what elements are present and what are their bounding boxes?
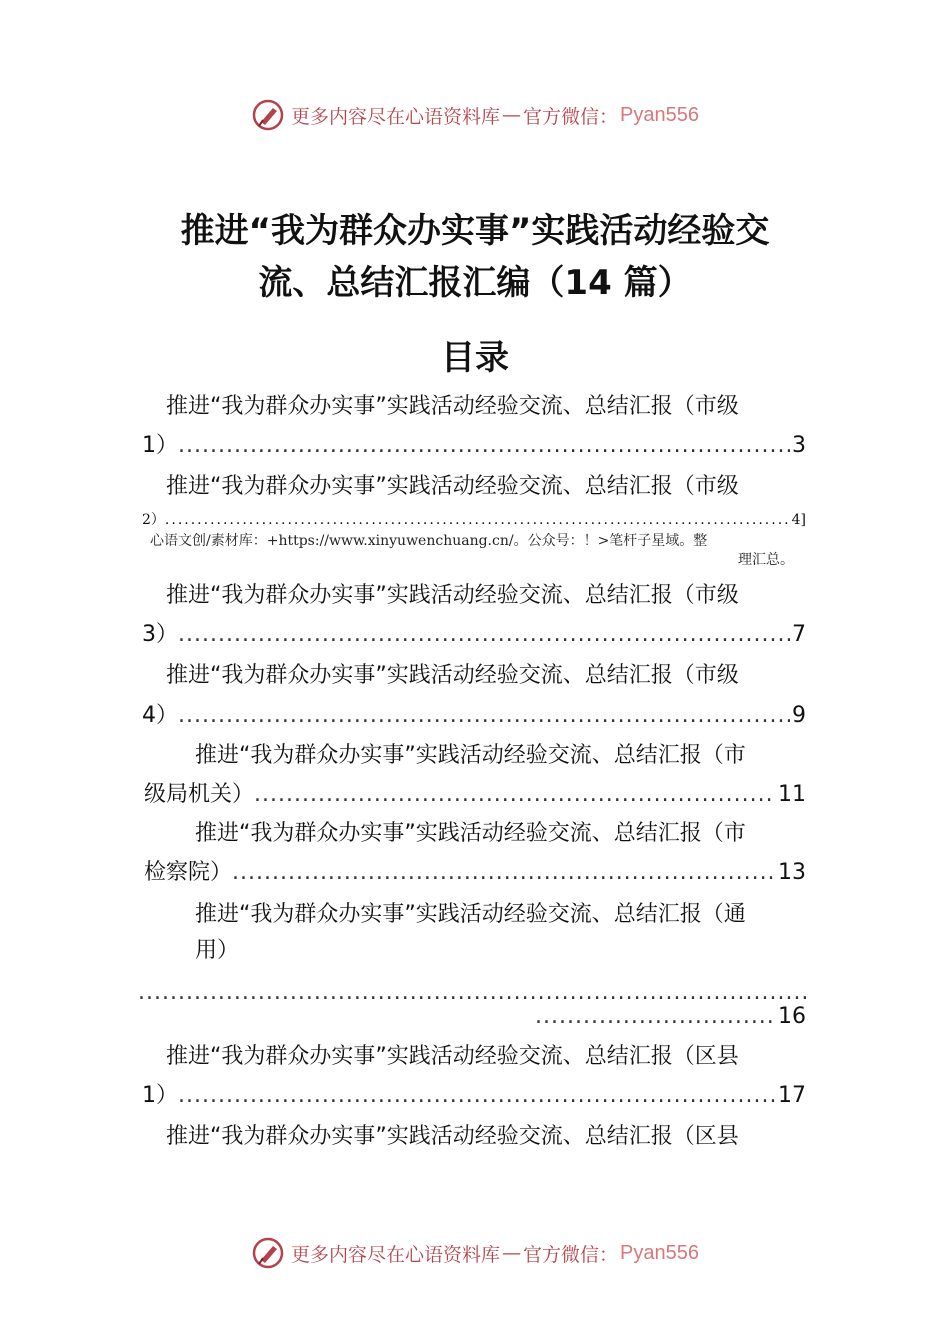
dot-leader <box>178 431 790 461</box>
toc-entry-6-label: 检察院） <box>144 860 233 885</box>
dot-leader <box>178 620 790 650</box>
footer-watermark <box>0 1233 950 1273</box>
header-watermark-label: 官方微信： <box>523 105 619 128</box>
footer-watermark-text: 更多内容尽在心语资料库 <box>291 1243 501 1266</box>
toc-entry-4-leader[interactable] <box>142 701 806 731</box>
toc-entry-4-title[interactable]: 推进“我为群众办实事”实践活动经验交流、总结汇报（市级 <box>166 663 739 688</box>
toc-entry-6-title[interactable]: 推进“我为群众办实事”实践活动经验交流、总结汇报（市 <box>195 821 746 846</box>
dot-leader <box>535 1002 776 1032</box>
toc-entry-7-page: 16 <box>778 1004 806 1029</box>
toc-entry-8-page: 17 <box>778 1083 806 1108</box>
toc-entry-8-label: 1） <box>142 1083 178 1108</box>
toc-entry-2-title[interactable]: 推进“我为群众办实事”实践活动经验交流、总结汇报（市级 <box>166 474 739 499</box>
notice-line-2: 理汇总。 <box>738 552 794 568</box>
toc-entry-1-page: 3 <box>792 433 806 458</box>
toc-entry-7-leader[interactable] <box>535 1002 806 1032</box>
toc-entry-5-page: 11 <box>778 782 806 807</box>
toc-entry-7-label[interactable]: 用） <box>195 938 240 963</box>
toc-entry-4-page: 9 <box>792 703 806 728</box>
toc-entry-6-leader[interactable] <box>144 858 806 888</box>
pen-seal-icon <box>251 98 285 132</box>
toc-entry-1-title[interactable]: 推进“我为群众办实事”实践活动经验交流、总结汇报（市级 <box>166 394 739 419</box>
document-title <box>100 205 850 309</box>
toc-heading: 目录 <box>441 338 509 378</box>
toc-entry-2-leader[interactable] <box>142 511 806 529</box>
toc-entry-4-label: 4） <box>142 703 178 728</box>
toc-entry-9-title[interactable]: 推进“我为群众办实事”实践活动经验交流、总结汇报（区县 <box>166 1124 739 1149</box>
dot-leader <box>178 701 790 731</box>
toc-entry-3-label: 3） <box>142 622 178 647</box>
header-watermark-text: 更多内容尽在心语资料库 <box>291 105 501 128</box>
toc-entry-3-leader[interactable] <box>142 620 806 650</box>
document-title-line2: 流、总结汇报汇编（14 篇） <box>258 263 692 303</box>
toc-entry-5-label: 级局机关） <box>144 782 255 807</box>
toc-entry-1-label: 1） <box>142 433 178 458</box>
pen-seal-icon <box>251 1236 285 1270</box>
toc-entry-8-title[interactable]: 推进“我为群众办实事”实践活动经验交流、总结汇报（区县 <box>166 1044 739 1069</box>
dot-leader <box>165 511 792 529</box>
dot-leader <box>254 780 776 810</box>
footer-watermark-label: 官方微信： <box>523 1243 619 1266</box>
footer-watermark-id: Pyan556 <box>620 1241 699 1264</box>
toc-entry-3-page: 7 <box>792 622 806 647</box>
footer-watermark-separator: — <box>502 1242 522 1264</box>
header-watermark-separator: — <box>502 104 522 126</box>
header-watermark <box>0 95 950 135</box>
notice-line-1: 心语文创/素材库：+https://www.xinyuwenchuang.cn/。公众号：！>笔杆子星域。整 <box>150 533 708 549</box>
toc-entry-3-title[interactable]: 推进“我为群众办实事”实践活动经验交流、总结汇报（市级 <box>166 583 739 608</box>
toc-entry-5-leader[interactable] <box>144 780 806 810</box>
toc-entry-1-leader[interactable] <box>142 431 806 461</box>
toc-entry-8-leader[interactable] <box>142 1081 806 1111</box>
toc-entry-5-title[interactable]: 推进“我为群众办实事”实践活动经验交流、总结汇报（市 <box>195 743 746 768</box>
toc-entry-2-label: 2） <box>142 512 165 528</box>
toc-entry-6-page: 13 <box>778 860 806 885</box>
toc-entry-2-page: 4] <box>791 512 806 528</box>
dot-leader <box>232 858 776 888</box>
toc-entry-7-title[interactable]: 推进“我为群众办实事”实践活动经验交流、总结汇报（通 <box>195 902 746 927</box>
dot-leader <box>178 1081 776 1111</box>
header-watermark-id: Pyan556 <box>620 103 699 126</box>
document-title-line1: 推进“我为群众办实事”实践活动经验交 <box>180 211 770 251</box>
